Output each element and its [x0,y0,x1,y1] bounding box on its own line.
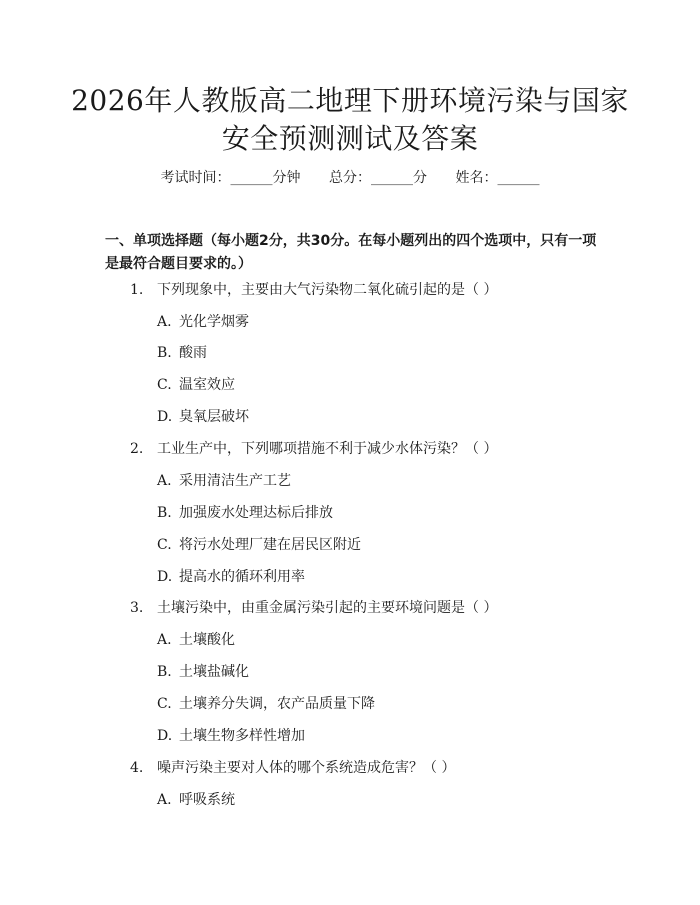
question-number: 3. [130,600,144,616]
option-letter: B. [157,345,172,361]
question-3 [130,598,497,618]
question-2-option-b [157,503,333,523]
section-heading-single-choice: 一、单项选择题（每小题2分，共30分。在每小题列出的四个选项中，只有一项是最符合题目要求的。） [105,233,597,272]
question-3-option-a [157,630,235,650]
exam-title-line-2: 安全预测测试及答案 [221,122,479,155]
question-2 [130,439,497,459]
option-text: 土壤盐碱化 [179,664,249,680]
option-letter: A. [157,632,172,648]
option-letter: A. [157,314,172,330]
question-1 [130,280,497,300]
question-number: 1. [130,282,144,298]
total-score-field: 总分：______分 [329,170,427,186]
exam-meta [0,168,700,188]
question-text: 噪声污染主要对人体的哪个系统造成危害？（ ） [157,760,456,776]
option-letter: A. [157,473,172,489]
option-text: 土壤酸化 [179,632,235,648]
question-3-option-c [157,694,375,714]
question-text: 土壤污染中，由重金属污染引起的主要环境问题是（ ） [157,600,498,616]
question-3-option-d [157,726,305,746]
option-letter: D. [157,569,173,585]
option-text: 提高水的循环利用率 [179,569,305,585]
question-number: 4. [130,760,144,776]
option-text: 臭氧层破坏 [179,409,249,425]
option-letter: B. [157,664,172,680]
option-letter: B. [157,505,172,521]
question-4 [130,758,455,778]
question-4-option-a [157,790,235,810]
option-text: 采用清洁生产工艺 [179,473,291,489]
option-letter: A. [157,792,172,808]
option-text: 加强废水处理达标后排放 [179,505,333,521]
option-text: 温室效应 [179,377,235,393]
question-text: 工业生产中，下列哪项措施不利于减少水体污染？（ ） [157,441,498,457]
option-letter: C. [157,377,172,393]
question-number: 2. [130,441,144,457]
exam-time-field: 考试时间：______分钟 [160,170,301,186]
option-letter: D. [157,409,173,425]
question-2-option-d [157,567,305,587]
question-2-option-c [157,535,361,555]
option-letter: C. [157,696,172,712]
option-text: 土壤生物多样性增加 [179,728,305,744]
student-name-field: 姓名：______ [455,170,540,186]
option-letter: C. [157,537,172,553]
question-1-option-b [157,343,207,363]
question-3-option-b [157,662,249,682]
question-text: 下列现象中，主要由大气污染物二氧化硫引起的是（ ） [157,282,498,298]
option-text: 酸雨 [179,345,207,361]
option-text: 呼吸系统 [179,792,235,808]
question-1-option-c [157,375,235,395]
option-letter: D. [157,728,173,744]
option-text: 将污水处理厂建在居民区附近 [179,537,361,553]
question-2-option-a [157,471,291,491]
option-text: 土壤养分失调，农产品质量下降 [179,696,375,712]
question-1-option-d [157,407,249,427]
question-1-option-a [157,312,249,332]
exam-title-line-1: 2026年人教版高二地理下册环境污染与国家 [71,84,629,117]
option-text: 光化学烟雾 [179,314,249,330]
